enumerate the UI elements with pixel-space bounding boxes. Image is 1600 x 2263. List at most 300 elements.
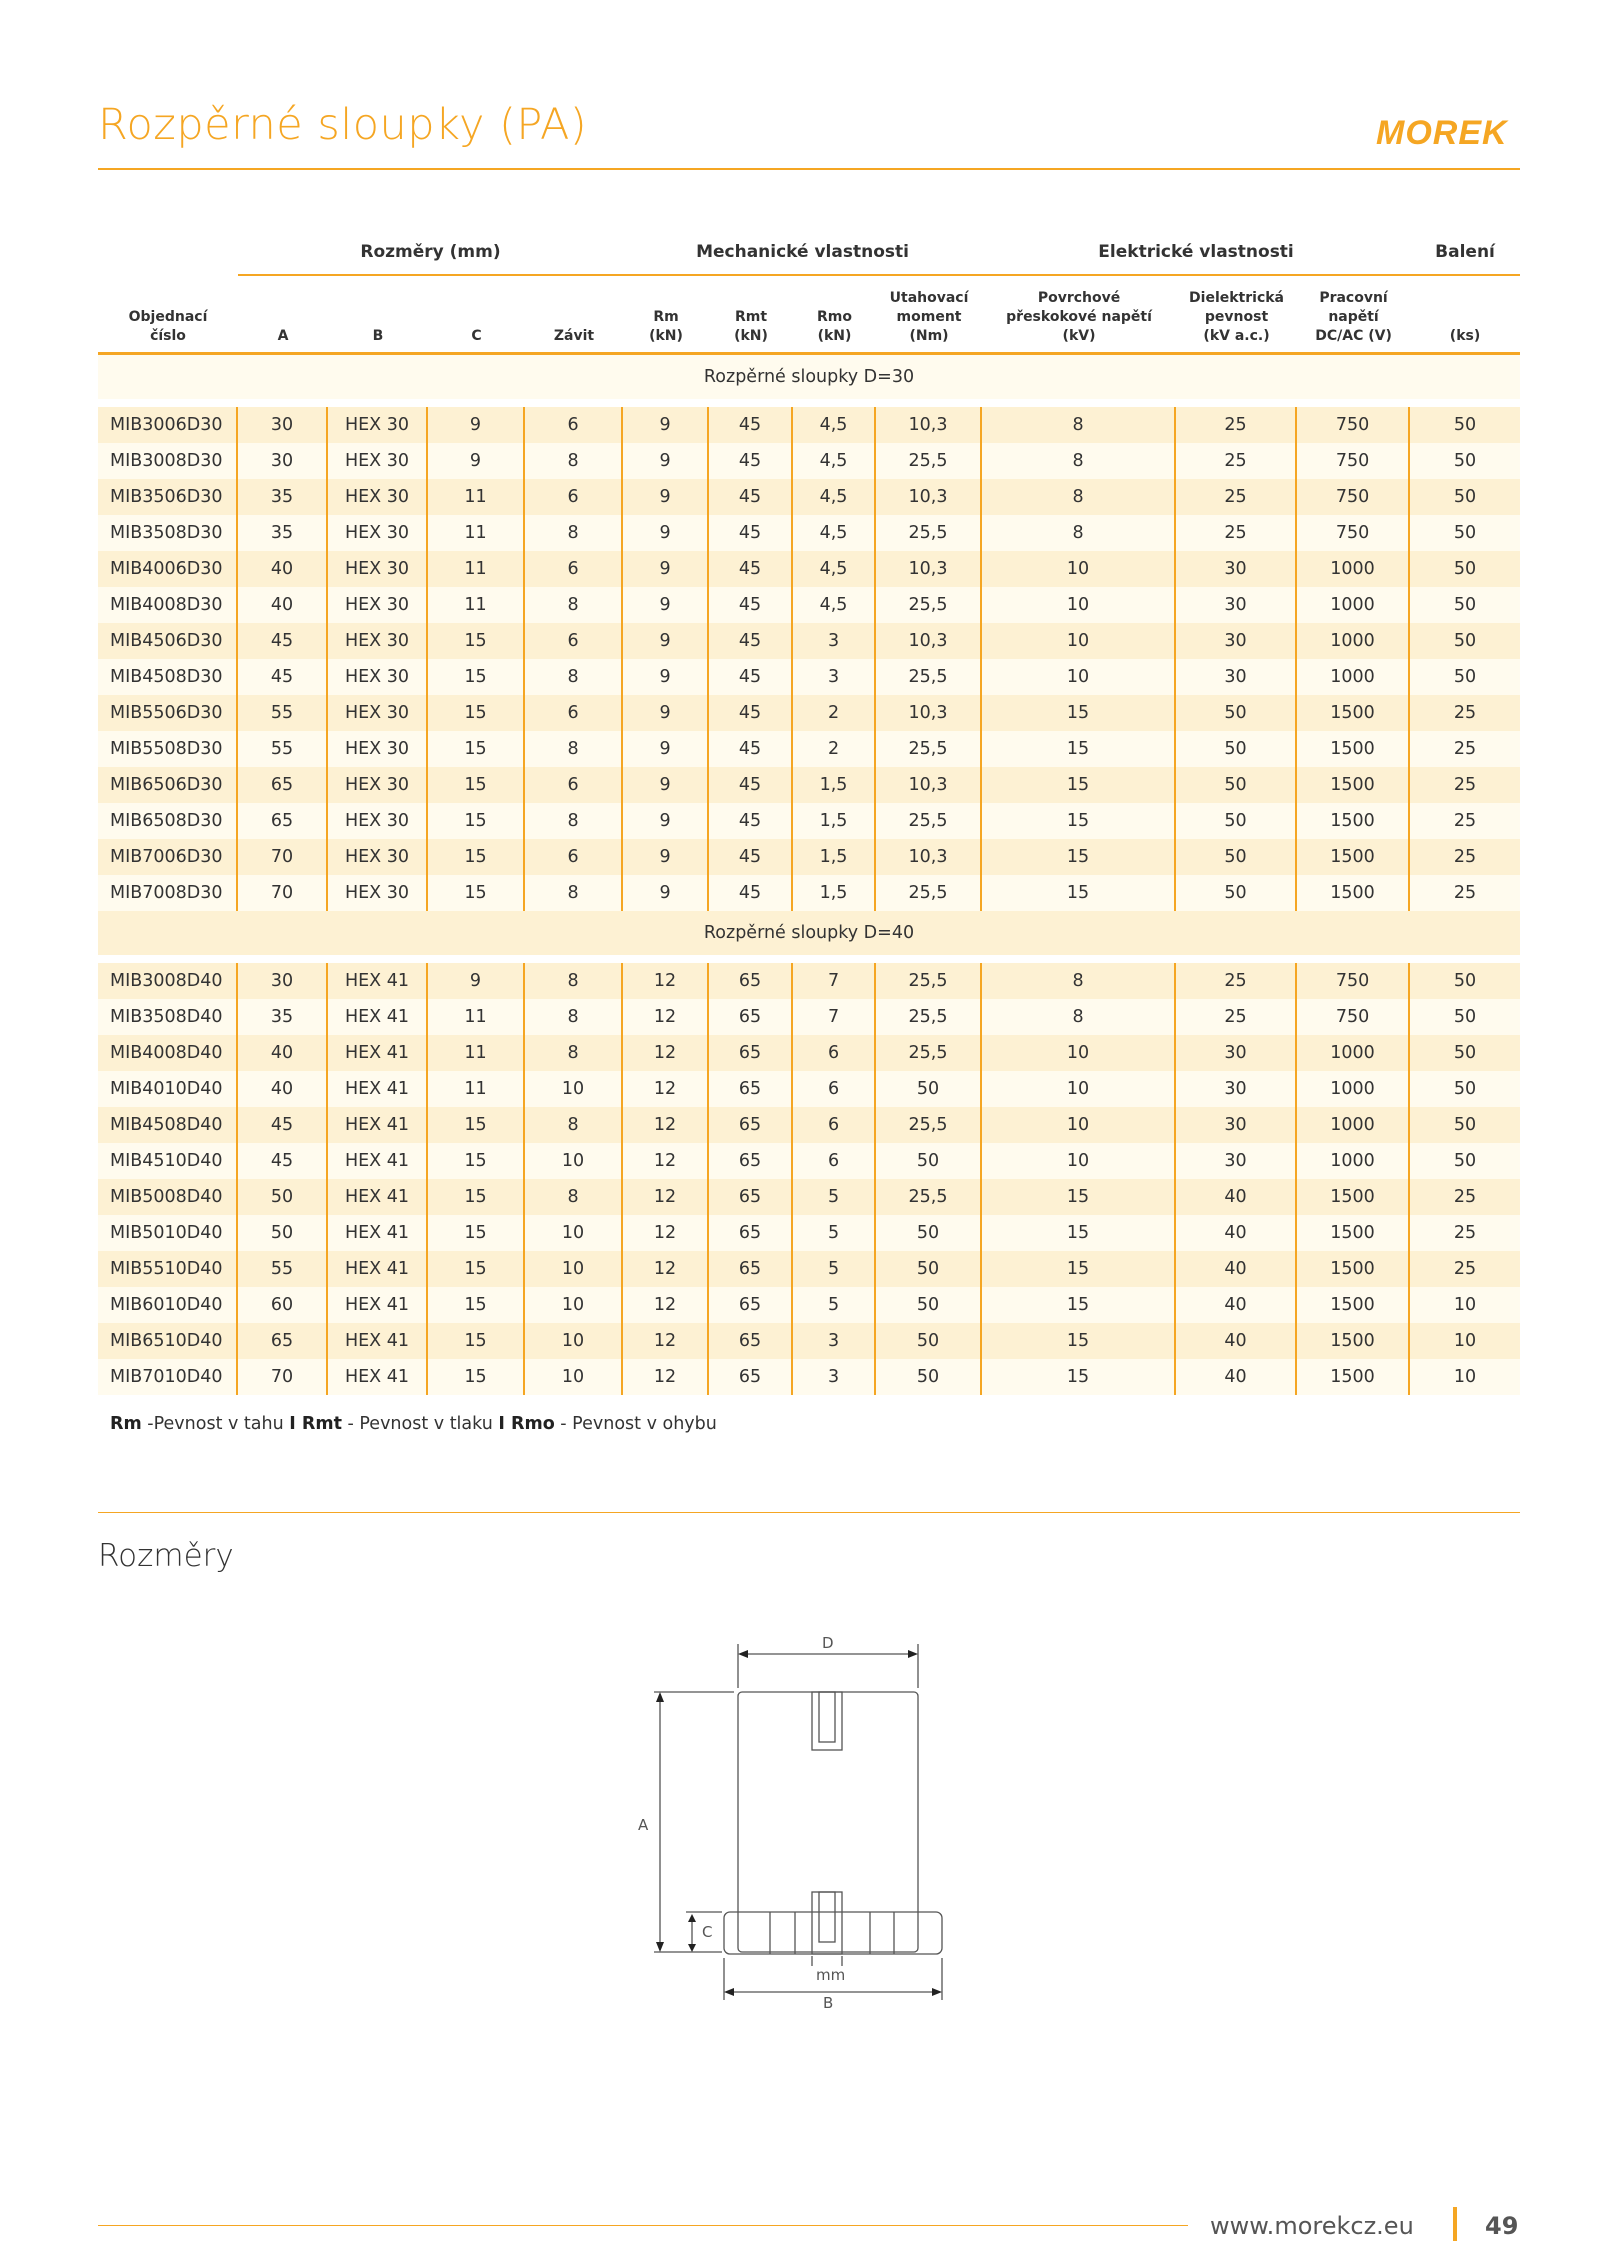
table-cell: 9 (623, 479, 709, 515)
table-cell: 8 (982, 443, 1176, 479)
table-cell: 8 (525, 443, 623, 479)
legend-text-rmo: - Pevnost v ohybu (554, 1414, 717, 1434)
table-cell: 25 (1176, 443, 1297, 479)
table-cell: 65 (709, 1359, 793, 1395)
table-cell: 10 (982, 551, 1176, 587)
spacer-body (738, 1692, 918, 1952)
table-cell: 15 (982, 875, 1176, 911)
table-cell: 3 (793, 659, 876, 695)
section-header-row (98, 911, 1520, 955)
table-cell: 11 (428, 515, 525, 551)
legend (110, 1414, 717, 1434)
table-cell: 65 (238, 803, 328, 839)
col-a: A (238, 276, 328, 355)
table-cell: 45 (709, 839, 793, 875)
table-cell: 50 (1176, 695, 1297, 731)
table-cell: 9 (623, 623, 709, 659)
legend-text-rm: -Pevnost v tahu (141, 1414, 290, 1434)
table-row (98, 407, 1520, 443)
table-cell: 15 (982, 1359, 1176, 1395)
table-cell: 15 (428, 731, 525, 767)
table-cell: 8 (982, 999, 1176, 1035)
table-cell: 65 (709, 963, 793, 999)
order-number-cell: MIB3008D40 (98, 963, 238, 999)
table-cell: 25 (1410, 839, 1520, 875)
table-cell: 12 (623, 1107, 709, 1143)
table-cell: 10 (525, 1323, 623, 1359)
table-cell: 6 (793, 1107, 876, 1143)
order-number-cell: MIB5008D40 (98, 1179, 238, 1215)
table-cell: 65 (709, 1143, 793, 1179)
table-cell: 1,5 (793, 875, 876, 911)
table-cell: 50 (1410, 1035, 1520, 1071)
table-cell: 8 (525, 587, 623, 623)
drawing-label-c: C (702, 1923, 713, 1941)
table-cell: 15 (428, 767, 525, 803)
table-cell: 1500 (1297, 875, 1410, 911)
table-cell: HEX 30 (328, 695, 428, 731)
table-cell: 1000 (1297, 659, 1410, 695)
drawing-label-mm: mm (816, 1966, 846, 1984)
table-cell: 2 (793, 695, 876, 731)
table-cell: 6 (525, 695, 623, 731)
table-cell: 60 (238, 1287, 328, 1323)
table-cell: 1500 (1297, 695, 1410, 731)
table-cell: 8 (525, 1179, 623, 1215)
order-number-cell: MIB7006D30 (98, 839, 238, 875)
table-cell: 25,5 (876, 1035, 982, 1071)
table-cell: 25,5 (876, 1107, 982, 1143)
table-row (98, 479, 1520, 515)
table-cell: 1,5 (793, 803, 876, 839)
table-cell: 6 (525, 551, 623, 587)
table-cell: 35 (238, 479, 328, 515)
table-cell: 25 (1410, 695, 1520, 731)
legend-term-rmt: Rmt (295, 1414, 342, 1434)
table-cell: 1500 (1297, 731, 1410, 767)
table-cell: 50 (1410, 659, 1520, 695)
table-cell: 15 (428, 1359, 525, 1395)
footer-divider (1453, 2207, 1457, 2241)
table-cell: 6 (525, 767, 623, 803)
table-cell: 65 (709, 1179, 793, 1215)
table-cell: 5 (793, 1215, 876, 1251)
table-cell: 15 (428, 695, 525, 731)
page-number: 49 (1485, 2212, 1519, 2240)
legend-term-rm: Rm (110, 1414, 142, 1434)
table-cell: 12 (623, 1215, 709, 1251)
table-cell: 4,5 (793, 551, 876, 587)
table-cell: 750 (1297, 479, 1410, 515)
table-cell: 40 (1176, 1215, 1297, 1251)
table-cell: 50 (238, 1215, 328, 1251)
table-cell: HEX 30 (328, 659, 428, 695)
table-cell: 2 (793, 731, 876, 767)
legend-text-rmt: - Pevnost v tlaku (341, 1414, 499, 1434)
table-cell: 9 (623, 731, 709, 767)
table-cell: HEX 41 (328, 1359, 428, 1395)
table-cell: 11 (428, 479, 525, 515)
table-cell: 1000 (1297, 1035, 1410, 1071)
table-cell: 65 (238, 1323, 328, 1359)
table-row (98, 731, 1520, 767)
table-cell: 50 (1410, 623, 1520, 659)
morek-logo: MOREK (1376, 114, 1508, 152)
table-cell: 10,3 (876, 623, 982, 659)
table-cell: 45 (238, 623, 328, 659)
table-cell: 50 (876, 1215, 982, 1251)
table-cell: 45 (238, 659, 328, 695)
table-cell: HEX 41 (328, 1143, 428, 1179)
group-header-row (98, 230, 1520, 276)
table-cell: 50 (1410, 407, 1520, 443)
table-cell: 30 (1176, 1107, 1297, 1143)
table-cell: 6 (793, 1071, 876, 1107)
table-cell: 25 (1410, 1215, 1520, 1251)
col-working-voltage: Pracovní napětí DC/AC (V) (1297, 276, 1410, 355)
drawing-label-d: D (822, 1634, 834, 1652)
table-cell: 4,5 (793, 479, 876, 515)
table-cell: 30 (1176, 1035, 1297, 1071)
table-cell: HEX 30 (328, 731, 428, 767)
table-cell: 10 (525, 1359, 623, 1395)
table-cell: 70 (238, 839, 328, 875)
table-cell: 10 (982, 587, 1176, 623)
table-cell: 1500 (1297, 1323, 1410, 1359)
table-cell: 40 (238, 551, 328, 587)
table-cell: 45 (709, 767, 793, 803)
table-cell: 10,3 (876, 839, 982, 875)
table-row (98, 587, 1520, 623)
table-cell: 55 (238, 695, 328, 731)
table-cell: 50 (238, 1179, 328, 1215)
table-cell: 1,5 (793, 767, 876, 803)
hex-flange (724, 1912, 942, 1954)
table-cell: 35 (238, 515, 328, 551)
table-cell: 50 (1176, 875, 1297, 911)
table-cell: 5 (793, 1287, 876, 1323)
spec-table (98, 230, 1520, 1395)
table-cell: 12 (623, 1287, 709, 1323)
table-cell: 8 (525, 1107, 623, 1143)
table-cell: 25 (1176, 407, 1297, 443)
table-cell: 15 (428, 1215, 525, 1251)
section-heading-dimensions: Rozměry (98, 1538, 234, 1574)
table-cell: 50 (1410, 479, 1520, 515)
table-cell: 65 (238, 767, 328, 803)
group-packaging: Balení (1410, 230, 1520, 276)
order-number-cell: MIB4008D40 (98, 1035, 238, 1071)
table-cell: 750 (1297, 515, 1410, 551)
table-cell: 6 (525, 407, 623, 443)
table-row (98, 1215, 1520, 1251)
col-pieces: (ks) (1410, 276, 1520, 355)
table-cell: 25 (1176, 479, 1297, 515)
table-cell: 50 (1410, 551, 1520, 587)
table-cell: 10 (525, 1287, 623, 1323)
table-cell: 1500 (1297, 1251, 1410, 1287)
table-cell: 65 (709, 1035, 793, 1071)
order-number-cell: MIB4010D40 (98, 1071, 238, 1107)
table-cell: 7 (793, 999, 876, 1035)
table-cell: 8 (525, 999, 623, 1035)
table-cell: 40 (1176, 1323, 1297, 1359)
table-cell: 9 (623, 659, 709, 695)
table-cell: HEX 30 (328, 515, 428, 551)
col-rm: Rm (kN) (623, 276, 709, 355)
table-cell: 50 (1410, 587, 1520, 623)
order-number-cell: MIB5508D30 (98, 731, 238, 767)
table-cell: 50 (876, 1323, 982, 1359)
drawing-label-a: A (638, 1816, 649, 1834)
order-number-cell: MIB3506D30 (98, 479, 238, 515)
dimension-drawing (620, 1630, 960, 2020)
table-cell: 15 (428, 875, 525, 911)
table-cell: 50 (1176, 767, 1297, 803)
table-cell: 10 (982, 1107, 1176, 1143)
table-cell: 11 (428, 1071, 525, 1107)
table-cell: 750 (1297, 407, 1410, 443)
table-cell: HEX 30 (328, 623, 428, 659)
table-row (98, 1287, 1520, 1323)
table-cell: 1500 (1297, 839, 1410, 875)
table-cell: 1500 (1297, 1287, 1410, 1323)
order-number-cell: MIB6508D30 (98, 803, 238, 839)
legend-term-rmo: Rmo (504, 1414, 555, 1434)
table-cell: 1000 (1297, 1143, 1410, 1179)
table-row (98, 875, 1520, 911)
table-cell: HEX 41 (328, 1071, 428, 1107)
table-cell: 10,3 (876, 695, 982, 731)
table-cell: 8 (982, 515, 1176, 551)
table-cell: 12 (623, 1359, 709, 1395)
table-row (98, 1359, 1520, 1395)
col-rmo: Rmo (kN) (793, 276, 876, 355)
table-cell: 25 (1410, 1251, 1520, 1287)
table-row (98, 1179, 1520, 1215)
table-cell: 8 (525, 803, 623, 839)
table-cell: 3 (793, 623, 876, 659)
table-cell: 70 (238, 875, 328, 911)
table-cell: 25,5 (876, 963, 982, 999)
table-cell: 45 (709, 443, 793, 479)
table-cell: 9 (623, 407, 709, 443)
col-torque: Utahovací moment (Nm) (876, 276, 982, 355)
table-cell: 30 (1176, 659, 1297, 695)
table-cell: 45 (709, 479, 793, 515)
table-cell: 9 (623, 767, 709, 803)
table-cell: 750 (1297, 963, 1410, 999)
table-cell: 25,5 (876, 515, 982, 551)
section-header-row (98, 355, 1520, 399)
table-cell: 40 (238, 1071, 328, 1107)
section-title: Rozpěrné sloupky D=30 (98, 355, 1520, 399)
table-cell: 15 (428, 1143, 525, 1179)
table-cell: 65 (709, 1287, 793, 1323)
drawing-label-b: B (823, 1994, 834, 2012)
table-cell: 25 (1410, 803, 1520, 839)
table-cell: 11 (428, 587, 525, 623)
table-cell: 50 (876, 1251, 982, 1287)
table-cell: HEX 30 (328, 875, 428, 911)
table-cell: 65 (709, 1215, 793, 1251)
table-cell: 8 (982, 963, 1176, 999)
table-cell: 15 (428, 1323, 525, 1359)
col-c: C (428, 276, 525, 355)
table-cell: 50 (1410, 443, 1520, 479)
table-cell: 45 (238, 1107, 328, 1143)
table-cell: 45 (709, 587, 793, 623)
table-cell: 750 (1297, 999, 1410, 1035)
table-cell: HEX 41 (328, 1107, 428, 1143)
order-number-cell: MIB7008D30 (98, 875, 238, 911)
table-cell: 10 (982, 623, 1176, 659)
table-cell: 50 (876, 1287, 982, 1323)
table-cell: 1500 (1297, 1215, 1410, 1251)
table-cell: 6 (525, 839, 623, 875)
table-row (98, 1071, 1520, 1107)
table-cell: 1000 (1297, 1071, 1410, 1107)
order-number-cell: MIB6010D40 (98, 1287, 238, 1323)
table-cell: 25,5 (876, 443, 982, 479)
table-cell: 15 (982, 767, 1176, 803)
table-row (98, 659, 1520, 695)
table-cell: 15 (982, 803, 1176, 839)
col-thread: Závit (525, 276, 623, 355)
table-cell: 40 (238, 1035, 328, 1071)
group-dimensions: Rozměry (mm) (238, 230, 623, 276)
section-spacer (98, 955, 1520, 963)
table-cell: HEX 30 (328, 767, 428, 803)
table-cell: 50 (1176, 803, 1297, 839)
table-cell: 25 (1176, 963, 1297, 999)
table-cell: 1000 (1297, 623, 1410, 659)
table-cell: 65 (709, 999, 793, 1035)
table-cell: 30 (1176, 587, 1297, 623)
table-cell: 25,5 (876, 999, 982, 1035)
table-cell: 6 (525, 479, 623, 515)
table-cell: 7 (793, 963, 876, 999)
table-cell: 30 (1176, 551, 1297, 587)
table-cell: 25 (1176, 515, 1297, 551)
table-cell: 25,5 (876, 587, 982, 623)
table-cell: 8 (525, 659, 623, 695)
table-cell: 10,3 (876, 407, 982, 443)
table-cell: 25 (1410, 875, 1520, 911)
order-number-cell: MIB5506D30 (98, 695, 238, 731)
table-cell: 10 (1410, 1287, 1520, 1323)
table-cell: 10,3 (876, 551, 982, 587)
table-cell: 4,5 (793, 515, 876, 551)
col-order-number: Objednací číslo (98, 276, 238, 355)
table-cell: 45 (709, 803, 793, 839)
table-row (98, 803, 1520, 839)
table-cell: 15 (982, 1287, 1176, 1323)
table-cell: 6 (793, 1035, 876, 1071)
table-cell: 9 (623, 587, 709, 623)
order-number-cell: MIB4510D40 (98, 1143, 238, 1179)
table-cell: 25 (1410, 767, 1520, 803)
header-rule (98, 168, 1520, 170)
table-cell: 1000 (1297, 551, 1410, 587)
table-cell: 10 (1410, 1359, 1520, 1395)
footer-rule (98, 2225, 1188, 2226)
group-mechanical: Mechanické vlastnosti (623, 230, 982, 276)
page-title: Rozpěrné sloupky (PA) (98, 100, 588, 150)
table-cell: 15 (428, 839, 525, 875)
table-cell: 11 (428, 999, 525, 1035)
order-number-cell: MIB6506D30 (98, 767, 238, 803)
table-cell: 45 (709, 731, 793, 767)
table-cell: 12 (623, 1323, 709, 1359)
table-cell: 50 (1176, 839, 1297, 875)
table-cell: 35 (238, 999, 328, 1035)
table-cell: 10 (525, 1251, 623, 1287)
table-cell: 45 (709, 659, 793, 695)
col-flashover-voltage: Povrchové přeskokové napětí (kV) (982, 276, 1176, 355)
table-cell: HEX 41 (328, 1287, 428, 1323)
table-row (98, 551, 1520, 587)
table-cell: 12 (623, 1179, 709, 1215)
table-cell: 15 (428, 623, 525, 659)
table-cell: 30 (238, 407, 328, 443)
table-cell: 50 (1410, 1071, 1520, 1107)
table-cell: 50 (876, 1359, 982, 1395)
table-cell: 40 (238, 587, 328, 623)
table-cell: 25,5 (876, 875, 982, 911)
order-number-cell: MIB3508D40 (98, 999, 238, 1035)
order-number-cell: MIB3008D30 (98, 443, 238, 479)
table-cell: 11 (428, 1035, 525, 1071)
table-cell: 12 (623, 1071, 709, 1107)
table-row (98, 515, 1520, 551)
table-cell: 65 (709, 1251, 793, 1287)
table-row (98, 767, 1520, 803)
table-cell: 50 (1410, 1107, 1520, 1143)
table-cell: 15 (428, 659, 525, 695)
table-cell: 15 (428, 1287, 525, 1323)
table-cell: HEX 41 (328, 1179, 428, 1215)
table-cell: 15 (982, 1251, 1176, 1287)
table-row (98, 1107, 1520, 1143)
table-cell: 50 (1410, 1143, 1520, 1179)
table-cell: 45 (709, 623, 793, 659)
table-row (98, 1251, 1520, 1287)
table-cell: 25,5 (876, 659, 982, 695)
order-number-cell: MIB5510D40 (98, 1251, 238, 1287)
table-cell: 10,3 (876, 479, 982, 515)
table-cell: 9 (428, 443, 525, 479)
table-cell: HEX 41 (328, 999, 428, 1035)
table-cell: 1500 (1297, 1179, 1410, 1215)
table-cell: 15 (982, 1215, 1176, 1251)
table-cell: HEX 41 (328, 1251, 428, 1287)
footer-website-link[interactable]: www.morekcz.eu (1210, 2212, 1414, 2240)
legend-separator: I (498, 1414, 505, 1434)
table-cell: 8 (982, 407, 1176, 443)
table-cell: 12 (623, 1035, 709, 1071)
table-cell: 45 (709, 875, 793, 911)
table-cell: 30 (238, 443, 328, 479)
table-cell: 12 (623, 999, 709, 1035)
table-cell: 10 (525, 1071, 623, 1107)
table-cell: 8 (982, 479, 1176, 515)
order-number-cell: MIB7010D40 (98, 1359, 238, 1395)
table-cell: 25 (1176, 999, 1297, 1035)
table-cell: 8 (525, 515, 623, 551)
table-cell: 5 (793, 1251, 876, 1287)
table-cell: 10 (982, 659, 1176, 695)
